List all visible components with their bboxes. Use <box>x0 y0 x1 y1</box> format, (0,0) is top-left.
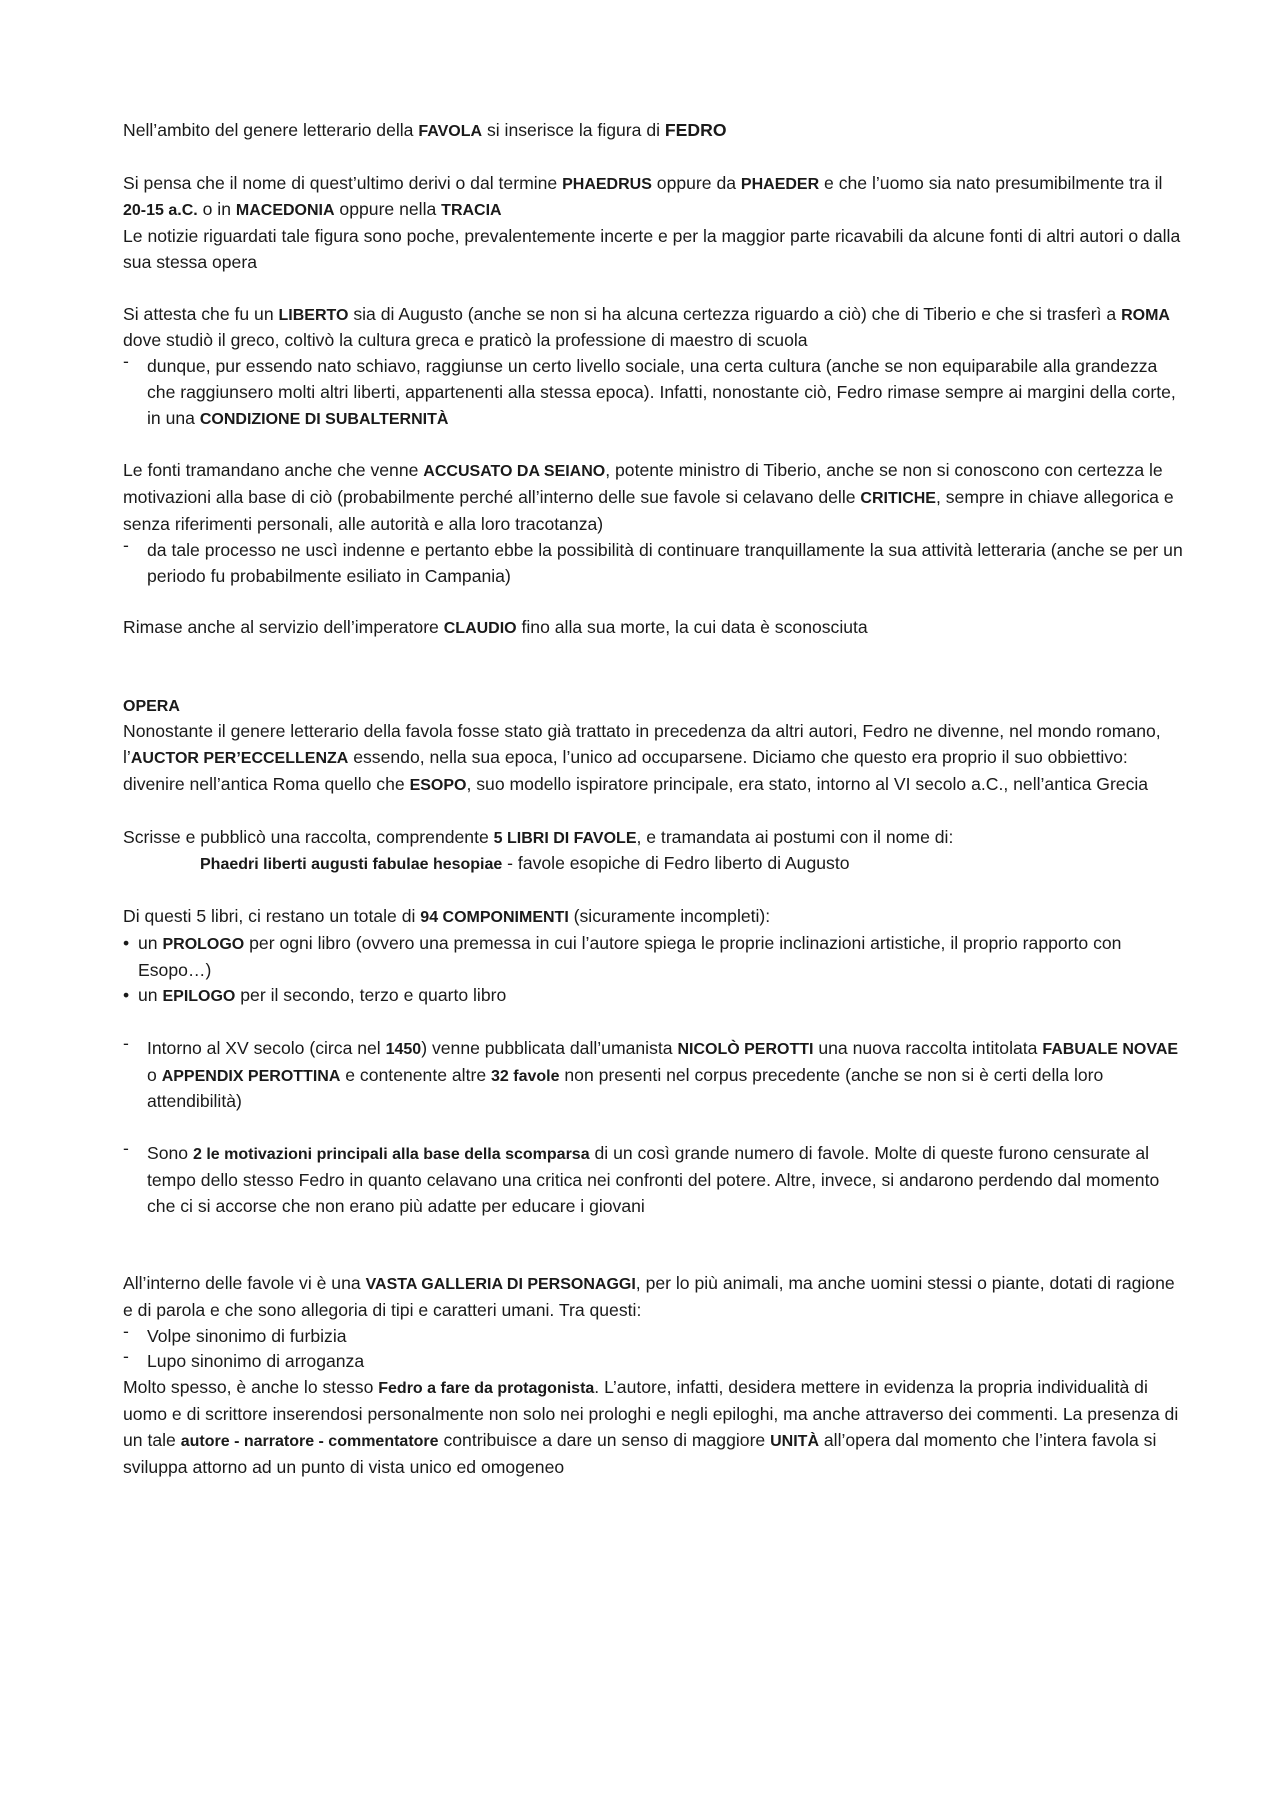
volpe-dash-item: - Volpe sinonimo di furbizia <box>123 1324 1183 1350</box>
name-origin-paragraph: Si pensa che il nome di quest’ultimo derivi o dal termine PHAEDRUS oppure da PHAEDER e che l’uomo sia nato presumibilmente tra il 20-15 a.C. o in MACEDONIA oppure nella TRACIA <box>123 172 1163 220</box>
epilogo-bullet-item: • un EPILOGO per il secondo, terzo e quarto libro <box>123 983 1183 1010</box>
raccolta-title: Phaedri liberti augusti fabulae hesopiae - favole esopiche di Fedro liberto di Augusto <box>200 853 850 874</box>
liberto-paragraph: Si attesta che fu un LIBERTO sia di Augusto (anche se non si ha alcuna certezza riguardo a ciò) che di Tiberio e che si trasferì a ROMA dove studiò il greco, coltivò la cultura greca e praticò la professione di maestro di scuola <box>123 303 1170 351</box>
scomparsa-dash-item: - Sono 2 le motivazioni principali alla base della scomparsa di un così grande numero di favole. Molte di queste furono censurate al tempo dello stesso Fedro in quanto celavano una critica nei confronti del potere. Altre, invece, si andarono perdendo dal momento che ci si accorse che non erano più adatte per educare i giovani <box>123 1141 1183 1219</box>
opera-paragraph: Nonostante il genere letterario della favola fosse stato già trattato in precedenza da altri autori, Fedro ne divenne, nel mondo romano, l’AUCTOR PER’ECCELLENZA essendo, nella sua epoca, l’unico ad occuparsene. Diciamo che questo era proprio il suo obbiettivo: divenire nell’antica Roma quello che ESOPO, suo modello ispiratore principale, era stato, intorno al VI secolo a.C., nell’antica Grecia <box>123 721 1161 794</box>
raccolta-paragraph: Scrisse e pubblicò una raccolta, comprendente 5 LIBRI DI FAVOLE, e tramandata ai postumi con il nome di: <box>123 826 954 847</box>
personaggi-paragraph: All’interno delle favole vi è una VASTA GALLERIA DI PERSONAGGI, per lo più animali, ma anche uomini stessi o piante, dotati di ragione e di parola e che sono allegoria di tipi e caratteri umani. Tra questi: <box>123 1273 1175 1320</box>
componimenti-paragraph: Di questi 5 libri, ci restano un totale di 94 COMPONIMENTI (sicuramente incompleti): <box>123 905 771 926</box>
opera-heading: OPERA <box>123 697 180 715</box>
intro-paragraph: Nell’ambito del genere letterario della FAVOLA si inserisce la figura di FEDRO <box>123 120 727 140</box>
liberto-dash-item: - dunque, pur essendo nato schiavo, raggiunse un certo livello sociale, una certa cultura (anche se non equiparabile alla grandezza che raggiunsero molti altri liberti, appartenenti alla stessa epoca). Infatti, nonostante ciò, Fedro rimase sempre ai margini della corte, in una CONDIZIONE DI SUBALTERNITÀ <box>123 354 1183 432</box>
document-page <box>123 118 1183 1480</box>
prologo-bullet-item: • un PROLOGO per ogni libro (ovvero una premessa in cui l’autore spiega le proprie inclinazioni artistiche, il proprio rapporto con Esopo…) <box>123 931 1183 984</box>
perotti-dash-item: - Intorno al XV secolo (circa nel 1450) venne pubblicata dall’umanista NICOLÒ PEROTTI una nuova raccolta intitolata FABUALE NOVAE o APPENDIX PEROTTINA e contenente altre 32 favole non presenti nel corpus precedente (anche se non si è certi della loro attendibilità) <box>123 1036 1183 1115</box>
protagonista-paragraph: Molto spesso, è anche lo stesso Fedro a fare da protagonista. L’autore, infatti, desidera mettere in evidenza la propria individualità di uomo e di scrittore inserendosi personalmente non solo nei prologhi e negli epiloghi, ma anche attraverso dei commenti. La presenza di un tale autore - narratore - commentatore contribuisce a dare un senso di maggiore UNITÀ all’opera dal momento che l’intera favola si sviluppa attorno ad un punto di vista unico ed omogeneo <box>123 1377 1179 1477</box>
lupo-dash-item: - Lupo sinonimo di arroganza <box>123 1349 1183 1375</box>
seiano-dash-item: - da tale processo ne uscì indenne e pertanto ebbe la possibilità di continuare tranquillamente la sua attività letteraria (anche se per un periodo fu probabilmente esiliato in Campania) <box>123 538 1183 590</box>
seiano-paragraph: Le fonti tramandano anche che venne ACCUSATO DA SEIANO, potente ministro di Tiberio, anche se non si conoscono con certezza le motivazioni alla base di ciò (probabilmente perché all’interno delle sue favole si celavano delle CRITICHE, sempre in chiave allegorica e senza riferimenti personali, alle autorità e alla loro tracotanza) <box>123 460 1174 534</box>
claudio-paragraph: Rimase anche al servizio dell’imperatore CLAUDIO fino alla sua morte, la cui data è sconosciuta <box>123 617 868 638</box>
sources-paragraph: Le notizie riguardati tale figura sono poche, prevalentemente incerte e per la maggior parte ricavabili da alcune fonti di altri autori o dalla sua stessa opera <box>123 226 1181 272</box>
